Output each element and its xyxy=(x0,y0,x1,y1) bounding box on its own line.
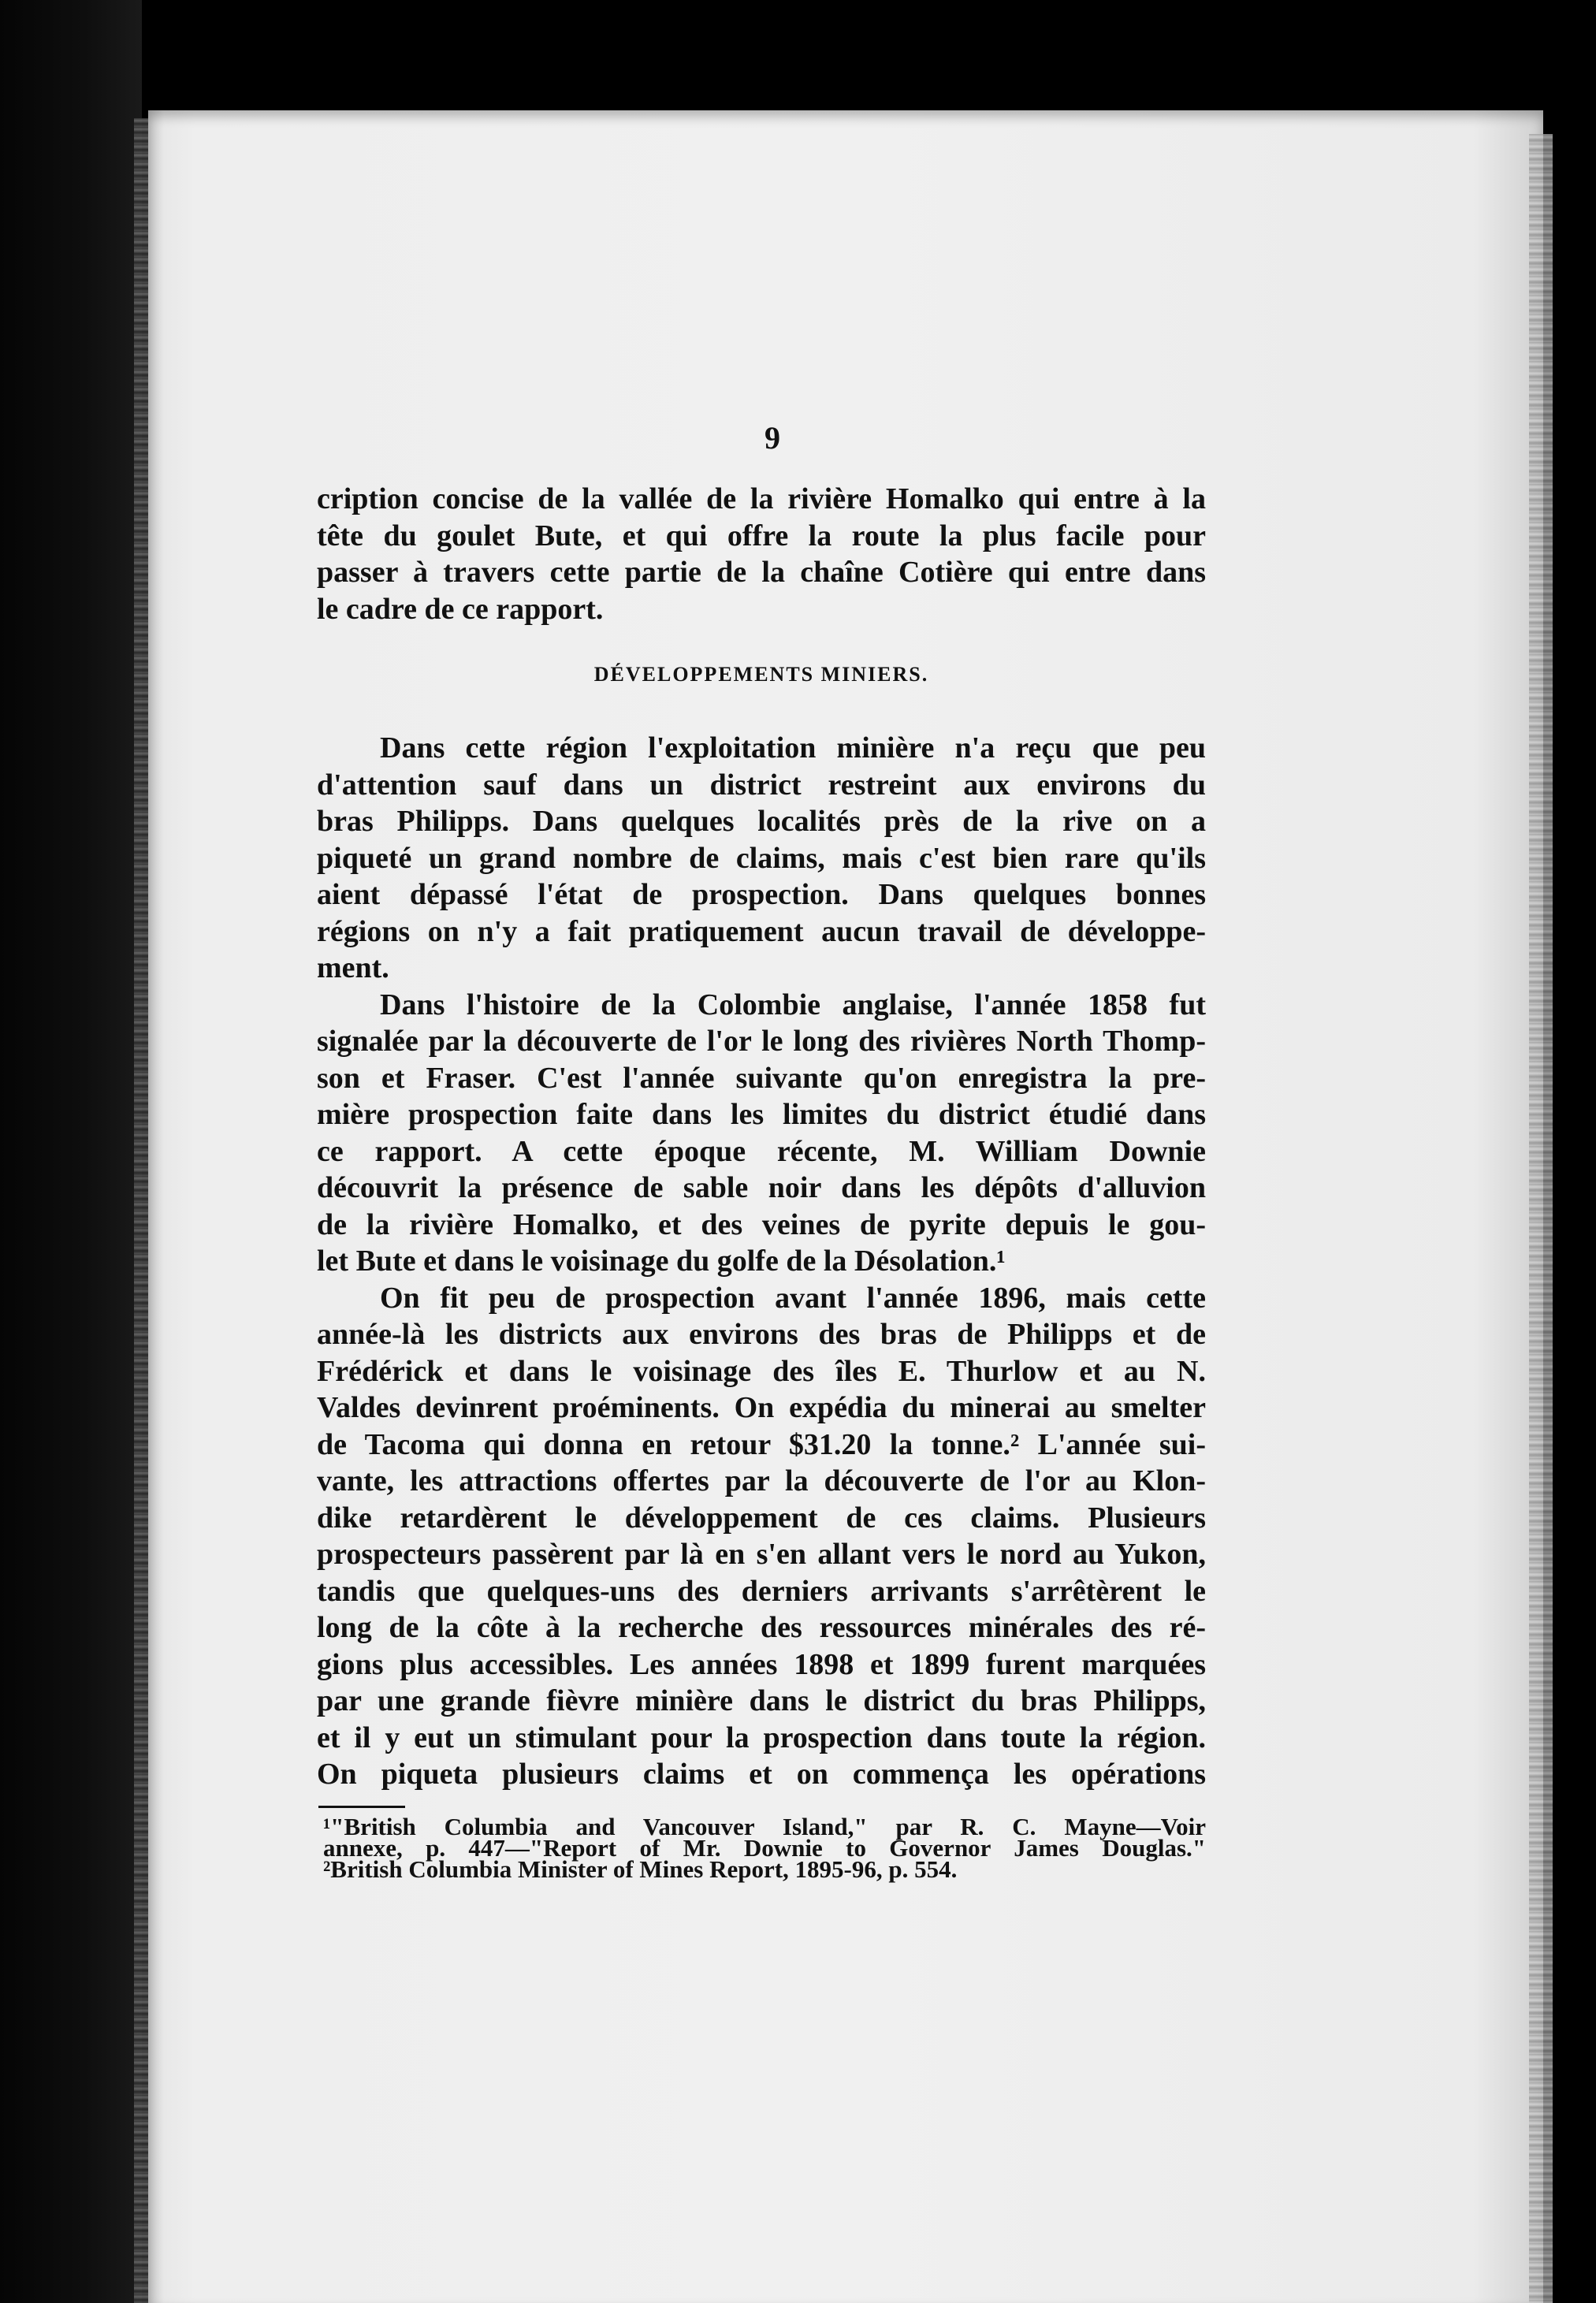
text-line: let Bute et dans le voisinage du golfe de la Désolation.¹ xyxy=(317,1245,1006,1278)
text-line: On fit peu de prospection avant l'année 1896, mais cette xyxy=(380,1281,1206,1315)
page-body xyxy=(317,481,1206,1883)
text-line: d'attention sauf dans un district restreint aux environs du xyxy=(317,768,1206,802)
text-line: découvrit la présence de sable noir dans les dépôts d'alluvion xyxy=(317,1171,1206,1204)
text-line: signalée par la découverte de l'or le long des rivières North Thomp- xyxy=(317,1025,1206,1058)
footnote-line: annexe, p. 447—"Report of Mr. Downie to Governor James Douglas." xyxy=(323,1833,1206,1862)
text-line: son et Fraser. C'est l'année suivante qu'on enregistra la pre- xyxy=(317,1061,1206,1095)
text-line: aient dépassé l'état de prospection. Dans quelques bonnes xyxy=(317,878,1206,911)
paragraph-1 xyxy=(317,730,1206,987)
text-line: vante, les attractions offertes par la découverte de l'or au Klon- xyxy=(317,1464,1206,1498)
text-line: Frédérick et dans le voisinage des îles E. Thurlow et au N. xyxy=(317,1354,1206,1388)
text-line: et il y eut un stimulant pour la prospection dans toute la région. xyxy=(317,1721,1206,1754)
text-line: long de la côte à la recherche des ressources minérales des ré- xyxy=(317,1611,1206,1644)
text-line: passer à travers cette partie de la chaîne Cotière qui entre dans xyxy=(317,556,1206,589)
text-line: Valdes devinrent proéminents. On expédia du minerai au smelter xyxy=(317,1391,1206,1424)
text-line: dike retardèrent le développement de ces claims. Plusieurs xyxy=(317,1501,1206,1535)
text-line: tête du goulet Bute, et qui offre la route la plus facile pour xyxy=(317,519,1206,552)
text-line: cription concise de la vallée de la rivière Homalko qui entre à la xyxy=(317,482,1206,515)
page-right-edge xyxy=(1529,134,1553,2303)
text-line: par une grande fièvre minière dans le district du bras Philipps, xyxy=(317,1684,1206,1717)
text-line: gions plus accessibles. Les années 1898 et 1899 furent marquées xyxy=(317,1647,1206,1681)
text-line: tandis que quelques-uns des derniers arrivants s'arrêtèrent le xyxy=(317,1574,1206,1608)
text-line: année-là les districts aux environs des bras de Philipps et de xyxy=(317,1318,1206,1351)
text-line: ment. xyxy=(317,951,389,984)
paragraph-3 xyxy=(317,1280,1206,1793)
paragraph-2 xyxy=(317,987,1206,1280)
footnotes xyxy=(317,1812,1206,1883)
text-line: le cadre de ce rapport. xyxy=(317,592,604,626)
text-line: régions on n'y a fait pratiquement aucun travail de développe- xyxy=(317,914,1206,948)
page-number: 9 xyxy=(765,420,780,456)
text-line: Dans l'histoire de la Colombie anglaise, l'année 1858 fut xyxy=(380,988,1206,1021)
text-line: On piqueta plusieurs claims et on commença les opérations xyxy=(317,1758,1206,1791)
text-line: de Tacoma qui donna en retour $31.20 la tonne.² L'année sui- xyxy=(317,1427,1206,1461)
text-line: mière prospection faite dans les limites du district étudié dans xyxy=(317,1098,1206,1131)
footnote-line: ²British Columbia Minister of Mines Report, 1895-96, p. 554. xyxy=(323,1855,958,1883)
text-line: prospecteurs passèrent par là en s'en allant vers le nord au Yukon, xyxy=(317,1538,1206,1571)
text-line: ce rapport. A cette époque récente, M. William Downie xyxy=(317,1134,1206,1168)
text-line: piqueté un grand nombre de claims, mais c'est bien rare qu'ils xyxy=(317,841,1206,875)
footnote-line: ¹"British Columbia and Vancouver Island," par R. C. Mayne—Voir xyxy=(323,1812,1206,1840)
footnote-rule xyxy=(318,1806,405,1808)
section-heading: DÉVELOPPEMENTS MINIERS. xyxy=(593,663,929,686)
scan-dark-margin xyxy=(0,0,142,2303)
text-line: Dans cette région l'exploitation minière n'a reçu que peu xyxy=(380,731,1206,765)
intro-paragraph xyxy=(317,481,1206,627)
text-line: bras Philipps. Dans quelques localités près de la rive on a xyxy=(317,805,1206,838)
text-line: de la rivière Homalko, et des veines de pyrite depuis le gou- xyxy=(317,1207,1206,1241)
